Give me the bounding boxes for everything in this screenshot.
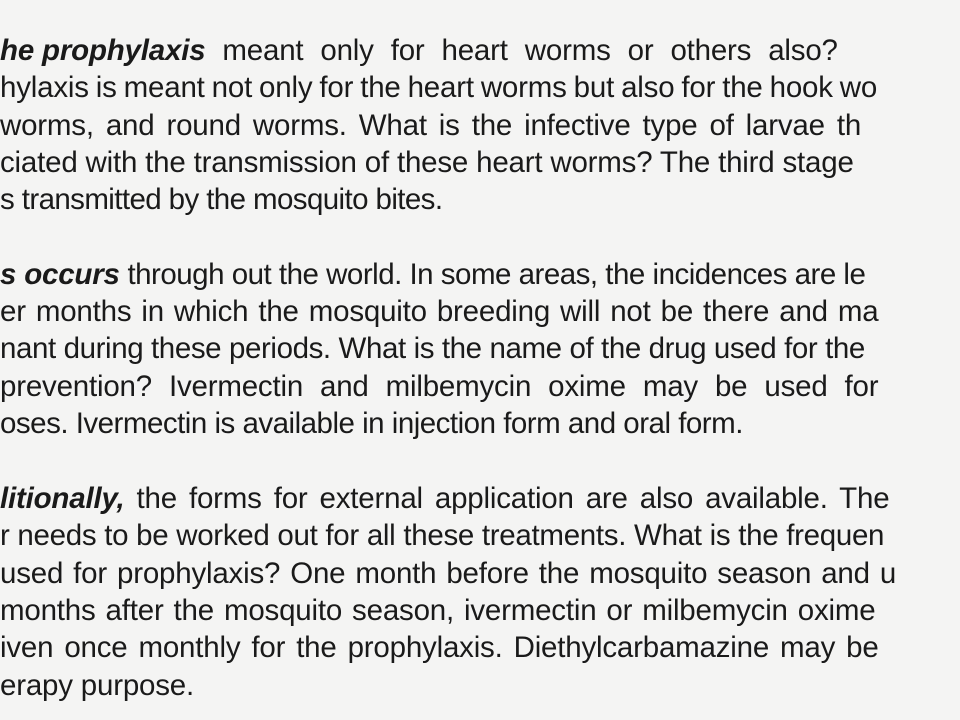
paragraph-1-line-5-text: s transmitted by the mosquito bites. — [0, 183, 443, 216]
paragraph-1-line-3-text: worms, and round worms. What is the infective type of larvae th — [0, 109, 862, 142]
paragraph-2-line-2-text: er months in which the mosquito breeding will not be there and ma — [0, 295, 879, 328]
paragraph-3-line-6 — [0, 668, 960, 704]
paragraph-2-line-3 — [0, 331, 960, 367]
paragraph-3-line-2 — [0, 518, 960, 554]
paragraph-3-lead: litionally, — [0, 482, 125, 515]
paragraph-2-line-4 — [0, 369, 960, 405]
paragraph-3-line-2-text: r needs to be worked out for all these treatments. What is the frequen — [0, 519, 885, 552]
paragraph-1-line-4 — [0, 145, 960, 181]
paragraph-1-line-4-text: ciated with the transmission of these heart worms? The third stage — [0, 146, 854, 179]
paragraph-3-line-3 — [0, 556, 960, 592]
paragraph-3-line-5-text: iven once monthly for the prophylaxis. Diethylcarbamazine may be — [0, 631, 879, 664]
paragraph-1-line-2 — [0, 70, 960, 106]
paragraph-1-line-2-text: hylaxis is meant not only for the heart worms but also for the hook wo — [0, 71, 878, 104]
paragraph-3-line-6-text: erapy purpose. — [0, 669, 194, 702]
paragraph-3-line-4 — [0, 593, 960, 629]
paragraph-2-line-4-text: prevention? Ivermectin and milbemycin oxime may be used for — [0, 370, 879, 403]
paragraph-1-line-1-text: meant only for heart worms or others also? — [205, 34, 838, 67]
paragraph-1-lead: he prophylaxis — [0, 34, 206, 67]
paragraph-3-line-5 — [0, 630, 960, 666]
paragraph-3-line-1-text: the forms for external application are also available. The — [124, 482, 890, 515]
paragraph-3-line-3-text: used for prophylaxis? One month before the mosquito season and u — [0, 557, 897, 590]
paragraph-2-line-1-text: through out the world. In some areas, the incidences are le — [119, 258, 866, 291]
paragraph-1-line-1 — [0, 33, 960, 69]
paragraph-3-line-1 — [0, 481, 960, 517]
paragraph-2-line-2 — [0, 294, 960, 330]
paragraph-1-line-5 — [0, 182, 960, 218]
paragraph-2-line-1 — [0, 257, 960, 293]
paragraph-1-line-3 — [0, 108, 960, 144]
paragraph-2-line-5-text: oses. Ivermectin is available in injection form and oral form. — [0, 407, 743, 440]
paragraph-3-line-4-text: months after the mosquito season, ivermectin or milbemycin oxime — [0, 594, 876, 627]
paragraph-2-line-3-text: nant during these periods. What is the name of the drug used for the — [0, 332, 865, 365]
paragraph-2-lead: s occurs — [0, 258, 120, 291]
paragraph-2-line-5 — [0, 406, 960, 442]
